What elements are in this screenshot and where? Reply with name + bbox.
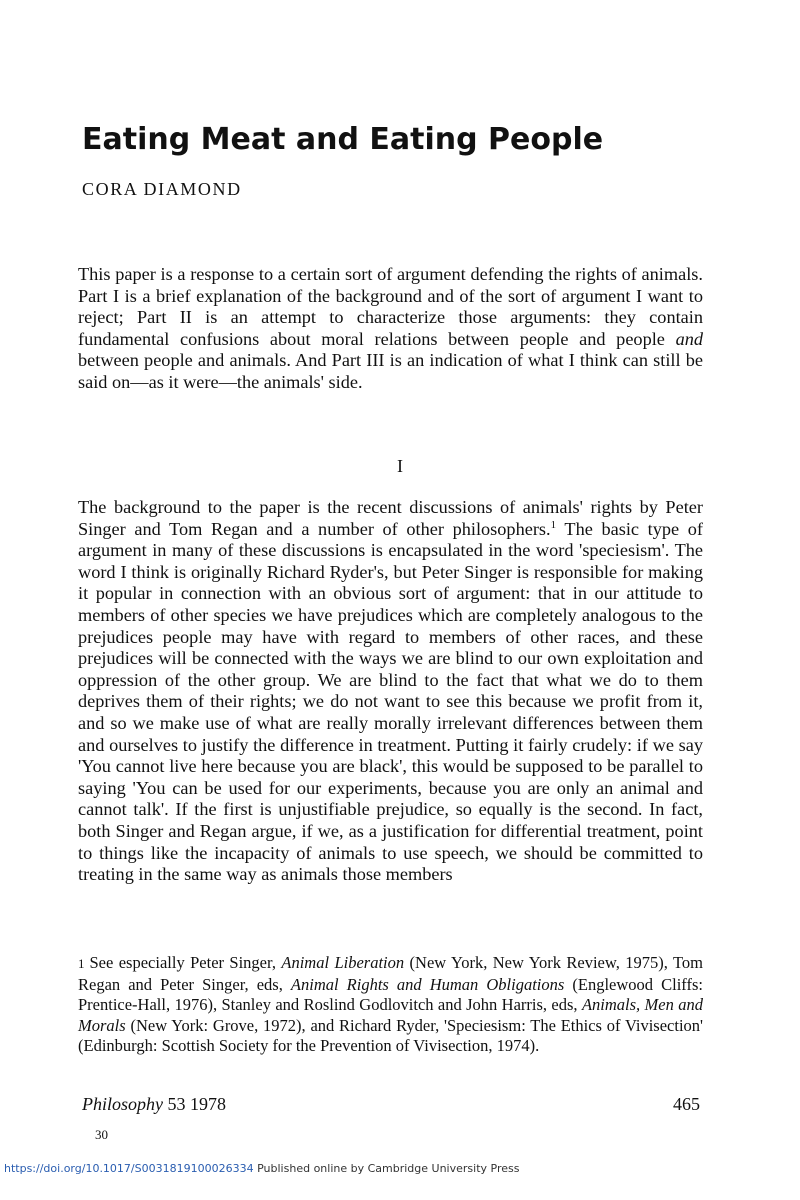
abstract-text-2: between people and animals. And Part III is an indication of what I think can still be said on—as it were—the animals' side. xyxy=(78,350,703,392)
doi-link[interactable]: https://doi.org/10.1017/S0031819100026334 xyxy=(4,1162,254,1175)
abstract-emphasis: and xyxy=(675,328,703,349)
footnote-text-2: (New York, New York Review, 1975), Tom Regan and Peter Singer, eds, xyxy=(78,953,703,994)
section-heading: I xyxy=(397,456,403,476)
footnote-title-2: Animal Rights and Human Obligations xyxy=(290,974,565,994)
signature-mark: 30 xyxy=(95,1127,108,1142)
article-title: Eating Meat and Eating People xyxy=(82,122,604,157)
footnote-text-4: (New York: Grove, 1972), and Richard Ryder, 'Speciesism: The Ethics of Vivisection' (Edinburgh: Scottish Society for the Prevention of Vivisection, 1974). xyxy=(78,1015,703,1056)
journal-citation xyxy=(82,1094,226,1115)
journal-year: 1978 xyxy=(190,1094,226,1114)
abstract-paragraph xyxy=(78,264,703,394)
footnote-text-3: (Englewood Cliffs: Prentice-Hall, 1976), Stanley and Roslind Godlovitch and John Harris, eds, xyxy=(78,974,703,1015)
body-paragraph xyxy=(78,497,703,886)
body-text-2: The basic type of argument in many of these discussions is encapsulated in the word 'speciesism'. The word I think is originally Richard Ryder's, but Peter Singer is responsible for making it popular in connection with an obvious sort of argument: that in our attitude to members of other species we have prejudices which are completely analogous to the prejudices people may have with regard to members of other races, and these prejudices will be connected with the ways we are blind to our own exploitation and oppression of the other group. We are blind to the fact that what we do to them deprives them of their rights; we do not want to see this because we profit from it, and so we make use of what are really morally irrelevant differences between them and ourselves to justify the difference in treatment. Putting it fairly crudely: if we say 'You cannot live here because you are black', this would be supposed to be parallel to saying 'You can be used for our experiments, because you are only an animal and cannot talk'. If the first is unjustifiable prejudice, so equally is the second. In fact, both Singer and Regan argue, if we, as a justification for differential treatment, point to things like the incapacity of animals to use speech, we should be committed to treating in the same way as animals those members xyxy=(78,518,704,885)
footnote-text-1: See especially Peter Singer, xyxy=(89,953,282,972)
journal-volume: 53 xyxy=(167,1094,186,1114)
page-footer xyxy=(4,1162,519,1175)
footnote-title-1: Animal Liberation xyxy=(281,953,405,972)
publication-note: Published online by Cambridge University Press xyxy=(257,1162,520,1175)
footnote-marker[interactable]: 1 xyxy=(550,518,557,531)
page-number: 465 xyxy=(673,1094,700,1114)
article-author: CORA DIAMOND xyxy=(82,179,242,199)
footnote xyxy=(78,953,703,1057)
journal-name: Philosophy xyxy=(82,1094,163,1114)
body-text-1: The background to the paper is the recent discussions of animals' rights by Peter Singer and Tom Regan and a number of other philosophers. xyxy=(78,497,703,539)
abstract-text-1: This paper is a response to a certain sort of argument defending the rights of animals. Part I is a brief explanation of the background and of the sort of argument I want to reject; Part II is an attempt to characterize those arguments: they contain fundamental confusions about moral relations between people and people xyxy=(78,264,703,349)
footnote-number: 1 xyxy=(78,956,85,971)
footnote-title-3: Animals, Men and Morals xyxy=(78,995,703,1035)
